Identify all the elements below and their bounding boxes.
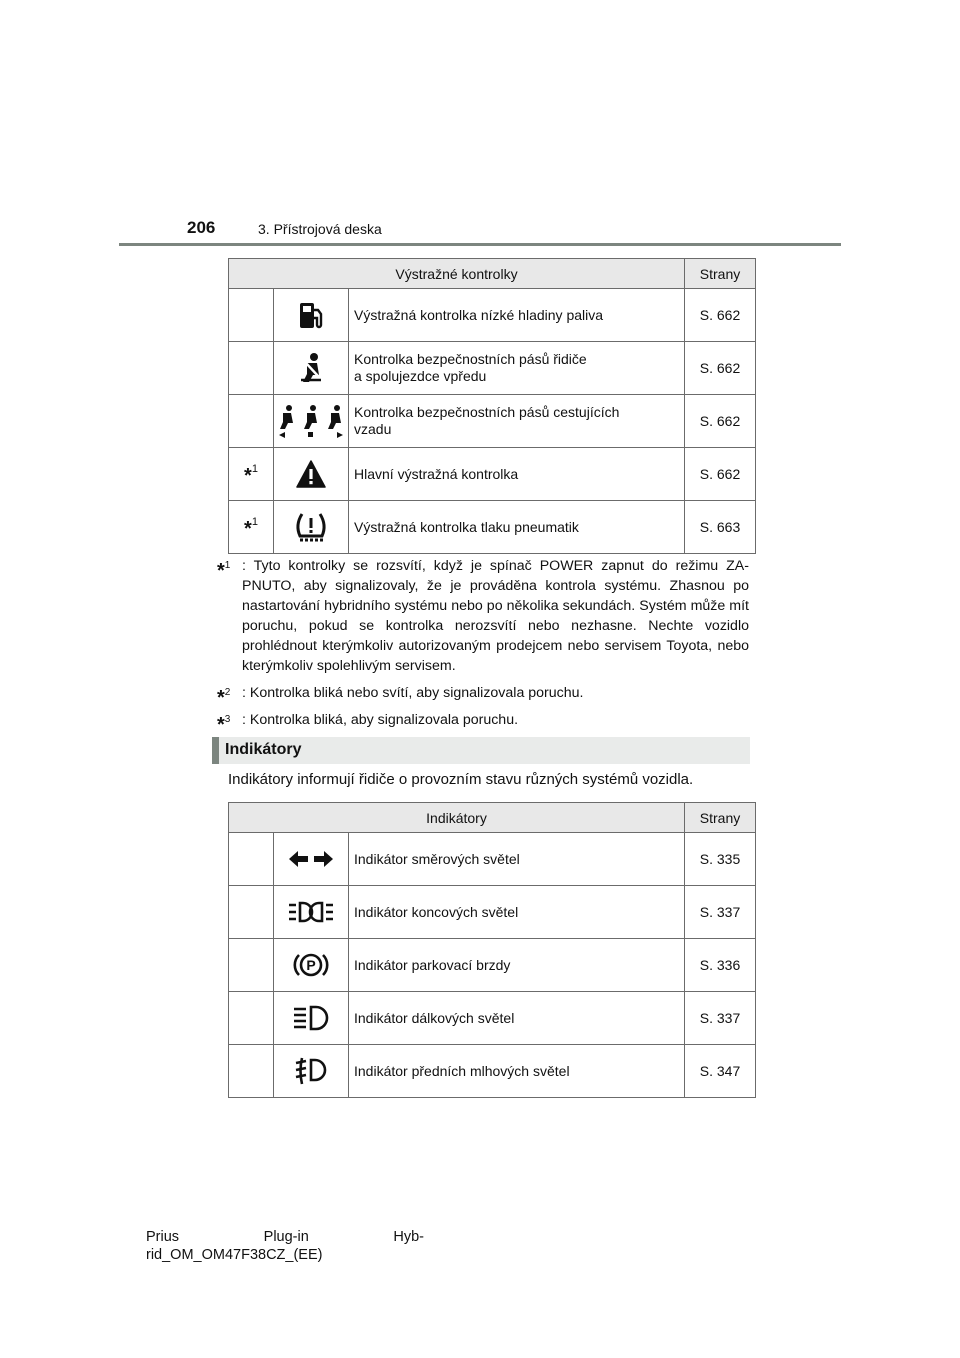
- column-header-pages: Strany: [685, 259, 756, 289]
- section-accent: [212, 737, 219, 764]
- footnote-number: 3: [224, 714, 231, 725]
- table-row: [229, 833, 756, 886]
- page-ref: S. 337: [685, 992, 756, 1045]
- table-row: [229, 1045, 756, 1098]
- page-number: 206: [187, 218, 216, 237]
- turn-signal-icon: [274, 849, 348, 869]
- row-label: Indikátor dálkových světel: [354, 1009, 515, 1026]
- footnote-star: *: [217, 713, 225, 736]
- page-ref: S. 347: [685, 1045, 756, 1098]
- star-cell: [229, 448, 274, 501]
- page-ref: S. 336: [685, 939, 756, 992]
- footnote: [213, 556, 749, 676]
- page-ref: S. 663: [685, 501, 756, 554]
- footnote-star: *: [244, 517, 252, 540]
- row-label-line-2: vzadu: [354, 421, 392, 437]
- star-cell: [229, 342, 274, 395]
- section-heading: [212, 737, 750, 764]
- icon-cell: [274, 395, 349, 448]
- icon-cell: [274, 289, 349, 342]
- row-label: Indikátor směrových světel: [354, 850, 520, 867]
- icon-cell: [274, 342, 349, 395]
- footnote: [213, 710, 749, 736]
- table-row: [229, 886, 756, 939]
- warning-lights-table: [228, 258, 756, 554]
- footnote-star: *: [244, 464, 252, 487]
- footnote-number: 2: [224, 687, 231, 698]
- table-header-row: [229, 803, 756, 833]
- footnote-text: : Tyto kontrolky se rozsvítí, když je spínač POWER zapnut do režimu ZA-PNUTO, aby signalizovaly, že je prováděna kontrola systému. Zhasnou po nastartování hybridního systému nebo po několika sekundách. Systém může mít poruchu, pokud se kontrolka nerozsvítí nebo nezhasne. Nechte vozidlo prohlédnout kterýmkoliv autorizovaným prodejcem nebo servisem Toyota, nebo kterýmkoliv spolehlivým servisem.: [242, 558, 749, 674]
- footnote: [213, 683, 749, 709]
- footnote-number: 1: [224, 560, 231, 571]
- page-ref: S. 662: [685, 342, 756, 395]
- table-row: [229, 289, 756, 342]
- row-label-line-1: Kontrolka bezpečnostních pásů cestujících: [354, 404, 620, 420]
- row-label-line-2: a spolujezdce vpředu: [354, 368, 487, 384]
- footnote-star: *: [217, 559, 225, 582]
- table-row: [229, 501, 756, 554]
- page-ref: S. 662: [685, 289, 756, 342]
- high-beam-icon: [274, 1005, 348, 1031]
- rear-seatbelts-icon: [274, 404, 348, 438]
- star-cell: [229, 501, 274, 554]
- tail-light-icon: [274, 900, 348, 924]
- footer: [146, 1228, 424, 1264]
- star-cell: [229, 289, 274, 342]
- footnote-number: 1: [251, 462, 258, 475]
- svg-text:P: P: [306, 957, 316, 973]
- page-ref: S. 662: [685, 395, 756, 448]
- footnote-text: : Kontrolka bliká, aby signalizovala poruchu.: [242, 712, 519, 728]
- row-label: Hlavní výstražná kontrolka: [354, 465, 519, 482]
- page-ref: S. 662: [685, 448, 756, 501]
- chapter-title: 3. Přístrojová deska: [258, 221, 382, 237]
- master-warning-icon: [274, 460, 348, 488]
- table-row: [229, 342, 756, 395]
- row-label: Indikátor parkovací brzdy: [354, 956, 511, 973]
- parking-brake-icon: [274, 950, 348, 980]
- row-label: Výstražná kontrolka tlaku pneumatik: [354, 518, 579, 535]
- icon-cell: [274, 501, 349, 554]
- indicators-table: [228, 802, 756, 1098]
- footer-line-2: rid_OM_OM47F38CZ_(EE): [146, 1247, 323, 1263]
- seatbelt-icon: [274, 352, 348, 384]
- header-rule: [119, 243, 841, 246]
- row-label: Indikátor koncových světel: [354, 903, 519, 920]
- table-header-row: [229, 259, 756, 289]
- column-header-name: Výstražné kontrolky: [229, 259, 685, 289]
- tire-pressure-icon: [274, 511, 348, 543]
- row-label: Indikátor předních mlhových světel: [354, 1062, 570, 1079]
- footer-line-1: Prius Plug-in Hyb-: [146, 1229, 424, 1245]
- column-header-name: Indikátory: [229, 803, 685, 833]
- table-row: [229, 448, 756, 501]
- footnote-star: *: [217, 686, 225, 709]
- row-label-line-1: Kontrolka bezpečnostních pásů řidiče: [354, 351, 587, 367]
- footnotes: [213, 556, 749, 737]
- section-title: Indikátory: [225, 741, 302, 758]
- star-cell: [229, 395, 274, 448]
- table-row: [229, 395, 756, 448]
- section-intro: Indikátory informují řidiče o provozním stavu různých systémů vozidla.: [228, 771, 694, 788]
- footnote-number: 1: [251, 515, 258, 528]
- table-row: [229, 939, 756, 992]
- footnote-text: : Kontrolka bliká nebo svítí, aby signalizovala poruchu.: [242, 685, 584, 701]
- icon-cell: [274, 448, 349, 501]
- page-ref: S. 335: [685, 833, 756, 886]
- column-header-pages: Strany: [685, 803, 756, 833]
- fuel-pump-icon: [274, 300, 348, 330]
- row-label: Výstražná kontrolka nízké hladiny paliva: [354, 306, 604, 323]
- page-ref: S. 337: [685, 886, 756, 939]
- table-row: [229, 992, 756, 1045]
- front-fog-light-icon: [274, 1057, 348, 1085]
